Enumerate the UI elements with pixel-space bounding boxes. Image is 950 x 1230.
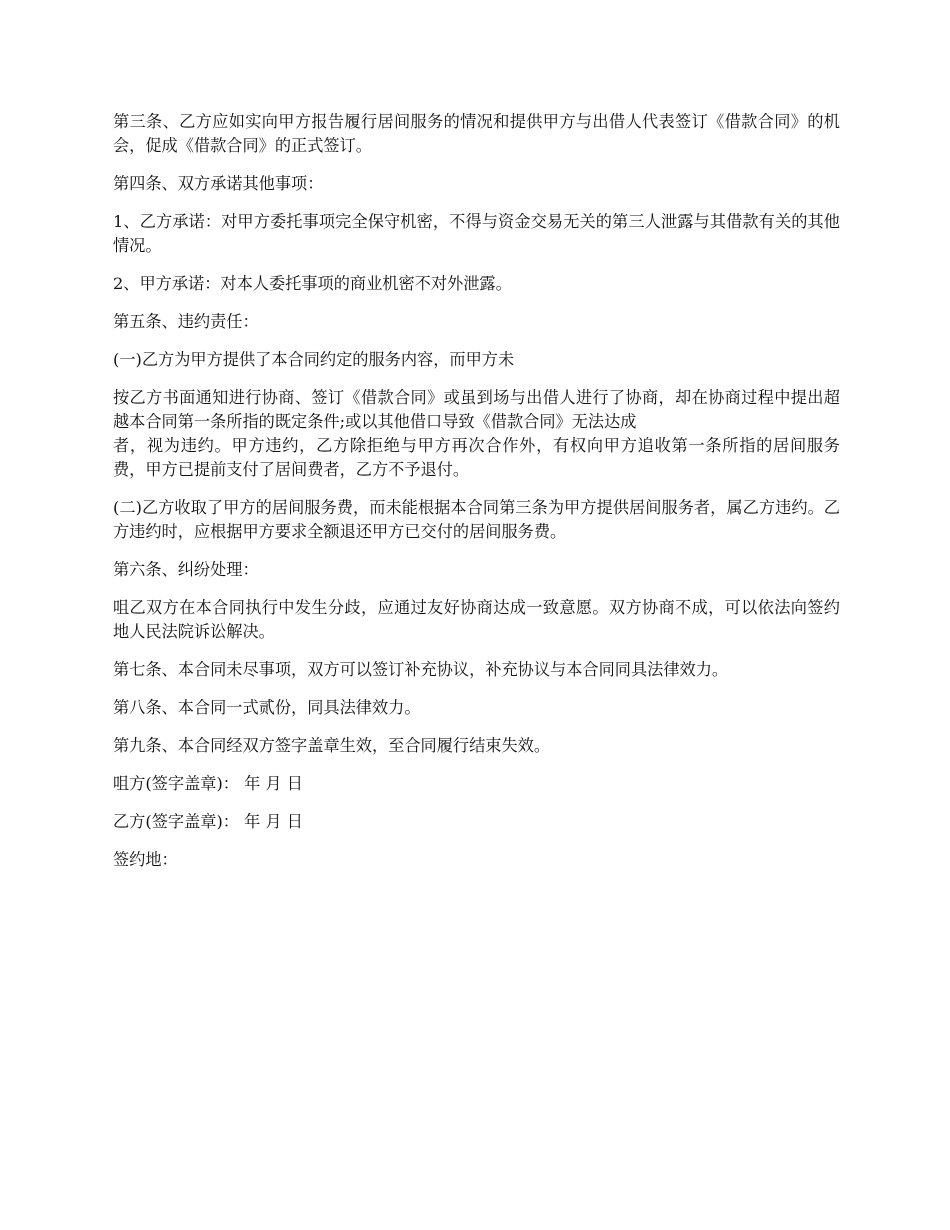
clause-7: 第七条、本合同未尽事项，双方可以签订补充协议，补充协议与本合同同具法律效力。: [113, 660, 729, 679]
clause-5-item-1-body: 按乙方书面通知进行协商、签订《借款合同》或虽到场与出借人进行了协商，却在协商过程中提出超越本合同第一条所指的既定条件;或以其他借口导致《借款合同》无法达成 者，视为违约。甲方违约，乙方除拒绝与甲方再次合作外，有权向甲方追收第一条所指的居间服务费，甲方已提前支付了居间费者，乙方不予退付。: [113, 388, 840, 479]
clause-5-item-2: (二)乙方收取了甲方的居间服务费，而未能根据本合同第三条为甲方提供居间服务者，属乙方违约。乙方违约时，应根据甲方要求全额退还甲方已交付的居间服务费。: [113, 498, 840, 541]
clause-3: 第三条、乙方应如实向甲方报告履行居间服务的情况和提供甲方与出借人代表签订《借款合同》的机会，促成《借款合同》的正式签订。: [113, 112, 840, 155]
clause-6-heading: 第六条、纠纷处理：: [113, 560, 259, 579]
clause-9: 第九条、本合同经双方签字盖章生效，至合同履行结束失效。: [113, 736, 551, 755]
clause-4-item-1: 1、乙方承诺：对甲方委托事项完全保守机密，不得与资金交易无关的第三人泄露与其借款有关的其他情况。: [113, 212, 840, 255]
clause-4-item-2: 2、甲方承诺：对本人委托事项的商业机密不对外泄露。: [113, 274, 512, 293]
clause-5-heading: 第五条、违约责任：: [113, 312, 259, 331]
document-body: [113, 110, 840, 886]
signing-location-line: 签约地：: [113, 850, 178, 869]
clause-5-item-1-intro: (一)乙方为甲方提供了本合同约定的服务内容，而甲方未: [113, 350, 515, 369]
clause-8: 第八条、本合同一式贰份，同具法律效力。: [113, 698, 421, 717]
party-b-signature-line: 乙方(签字盖章)： 年 月 日: [113, 812, 303, 831]
party-a-signature-line: 咀方(签字盖章)： 年 月 日: [113, 774, 303, 793]
clause-4-heading: 第四条、双方承诺其他事项：: [113, 174, 324, 193]
clause-6-body: 咀乙双方在本合同执行中发生分歧，应通过友好协商达成一致意愿。双方协商不成，可以依法向签约地人民法院诉讼解决。: [113, 598, 840, 641]
